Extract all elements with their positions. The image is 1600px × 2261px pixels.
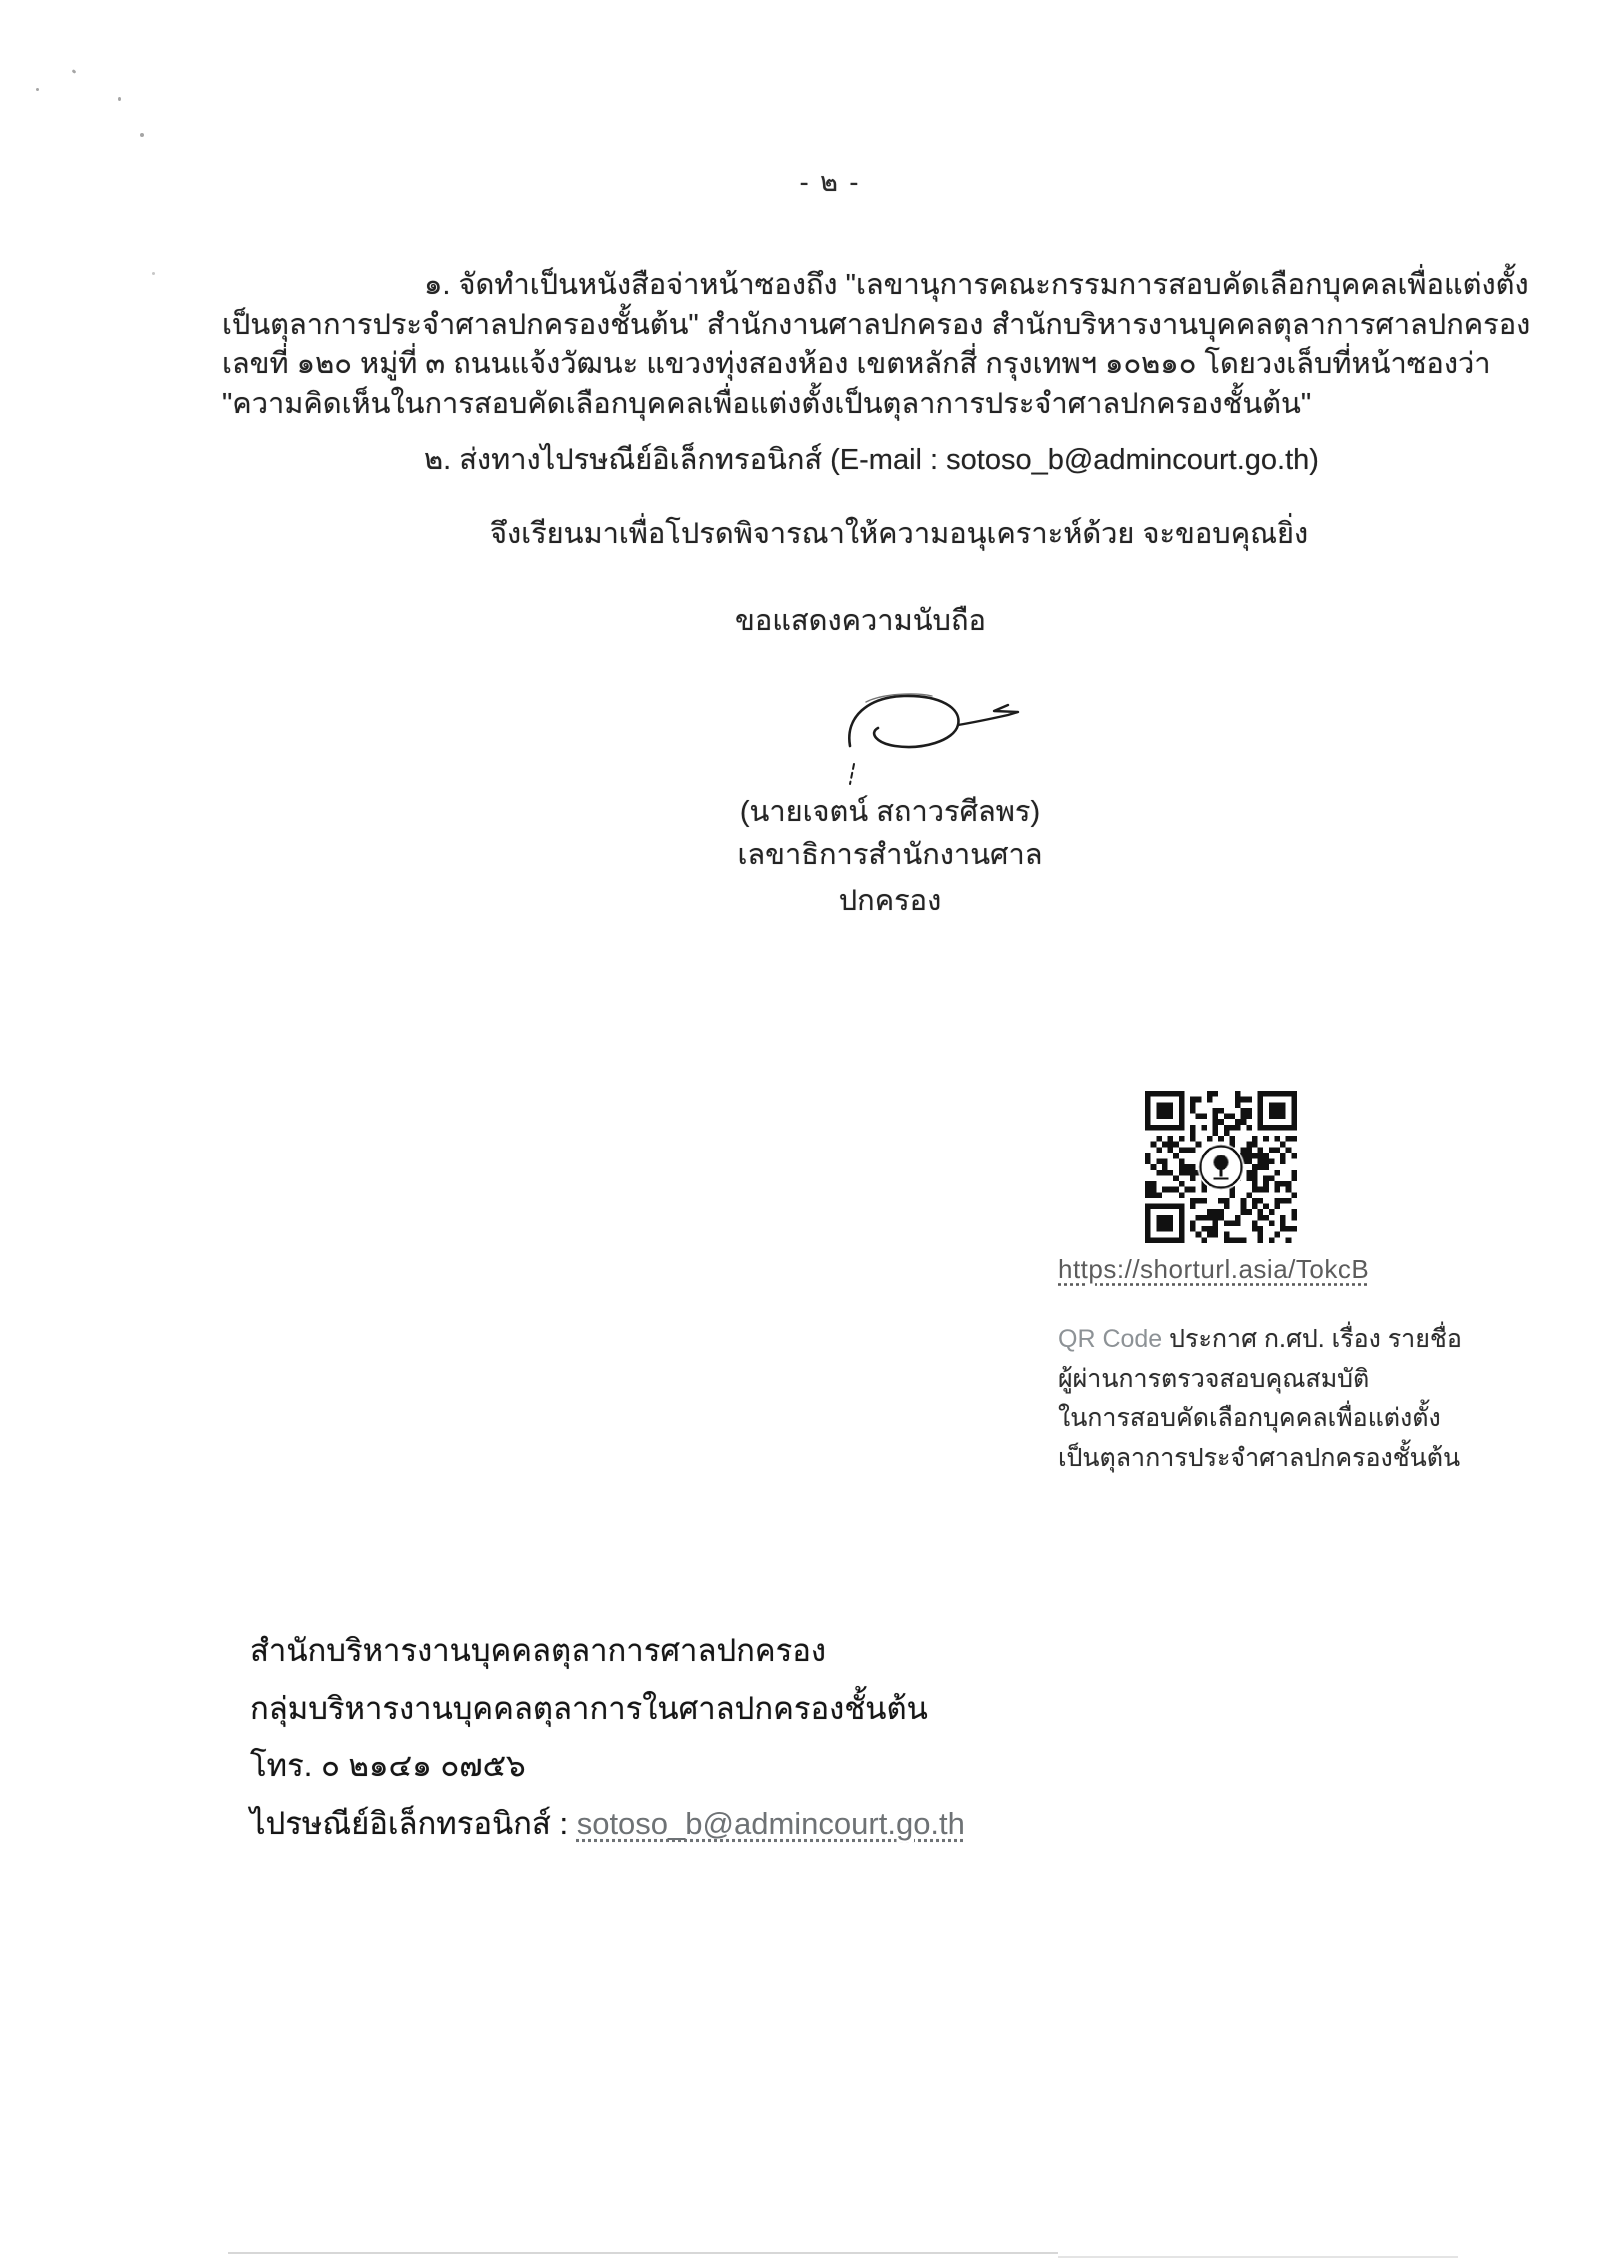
body-line-2: เป็นตุลาการประจำศาลปกครองชั้นต้น" สำนักงานศาลปกครอง สำนักบริหารงานบุคคลตุลาการศาลปกครอง xyxy=(222,308,1531,341)
scan-speck xyxy=(72,69,77,74)
body-line-1: ๑. จัดทำเป็นหนังสือจ่าหน้าซองถึง "เลขานุการคณะกรรมการสอบคัดเลือกบุคคลเพื่อแต่งตั้ง xyxy=(424,269,1529,301)
body-line-4: "ความคิดเห็นในการสอบคัดเลือกบุคคลเพื่อแต่งตั้งเป็นตุลาการประจำศาลปกครองชั้นต้น" xyxy=(222,387,1312,420)
contact-block xyxy=(250,1622,1150,1852)
body-line-3: เลขที่ ๑๒๐ หมู่ที่ ๓ ถนนแจ้งวัฒนะ แขวงทุ่งสองห้อง เขตหลักสี่ กรุงเทพฯ ๑๐๒๑๐ โดยวงเล็บที่หน้าซองว่า xyxy=(222,348,1491,380)
qr-caption-line-3: ในการสอบคัดเลือกบุคคลเพื่อแต่งตั้ง xyxy=(1058,1404,1441,1432)
list-item-2: ๒. ส่งทางไปรษณีย์อิเล็กทรอนิกส์ (E-mail : sotoso_b@admincourt.go.th) xyxy=(424,444,1319,476)
scan-speck xyxy=(118,97,121,101)
scan-speck xyxy=(36,88,39,91)
qr-caption-line-1: QR Code ประกาศ ก.ศป. เรื่อง รายชื่อ xyxy=(1058,1325,1462,1353)
scan-speck xyxy=(152,272,155,275)
qr-caption-line-4: เป็นตุลาการประจำศาลปกครองชั้นต้น xyxy=(1058,1443,1461,1472)
contact-email: sotoso_b@admincourt.go.th xyxy=(576,1805,965,1841)
contact-email-label: ไปรษณีย์อิเล็กทรอนิกส์ : xyxy=(250,1805,569,1841)
signer-title: เลขาธิการสำนักงานศาลปกครอง xyxy=(737,839,1043,917)
scan-artifact-edge xyxy=(228,2252,1058,2254)
signature-handwriting-icon xyxy=(836,684,1036,794)
qr-code xyxy=(1145,1091,1297,1243)
contact-office: สำนักบริหารงานบุคคลตุลาการศาลปกครอง xyxy=(250,1633,827,1668)
qr-caption-prefix: QR Code xyxy=(1058,1325,1163,1353)
contact-phone: โทร. ๐ ๒๑๔๑ ๐๗๕๖ xyxy=(250,1748,526,1783)
contact-email-line xyxy=(250,1795,1150,1853)
salutation: ขอแสดงความนับถือ xyxy=(735,605,986,637)
qr-caption-line-2: ผู้ผ่านการตรวจสอบคุณสมบัติ xyxy=(1058,1364,1370,1393)
contact-group: กลุ่มบริหารงานบุคคลตุลาการในศาลปกครองชั้นต้น xyxy=(250,1690,928,1726)
letter-body xyxy=(222,266,1531,424)
scan-speck xyxy=(140,133,144,137)
closing-paragraph: จึงเรียนมาเพื่อโปรดพิจารณาให้ความอนุเคราะห์ด้วย จะขอบคุณยิ่ง xyxy=(490,518,1309,550)
signer-name: (นายเจตน์ สถาวรศีลพร) xyxy=(739,796,1041,828)
qr-shortlink-url: https://shorturl.asia/TokcB xyxy=(1058,1254,1370,1284)
page-number: - ๒ - xyxy=(799,167,861,197)
qr-caption xyxy=(1058,1320,1462,1478)
scan-artifact-edge xyxy=(1058,2256,1458,2258)
